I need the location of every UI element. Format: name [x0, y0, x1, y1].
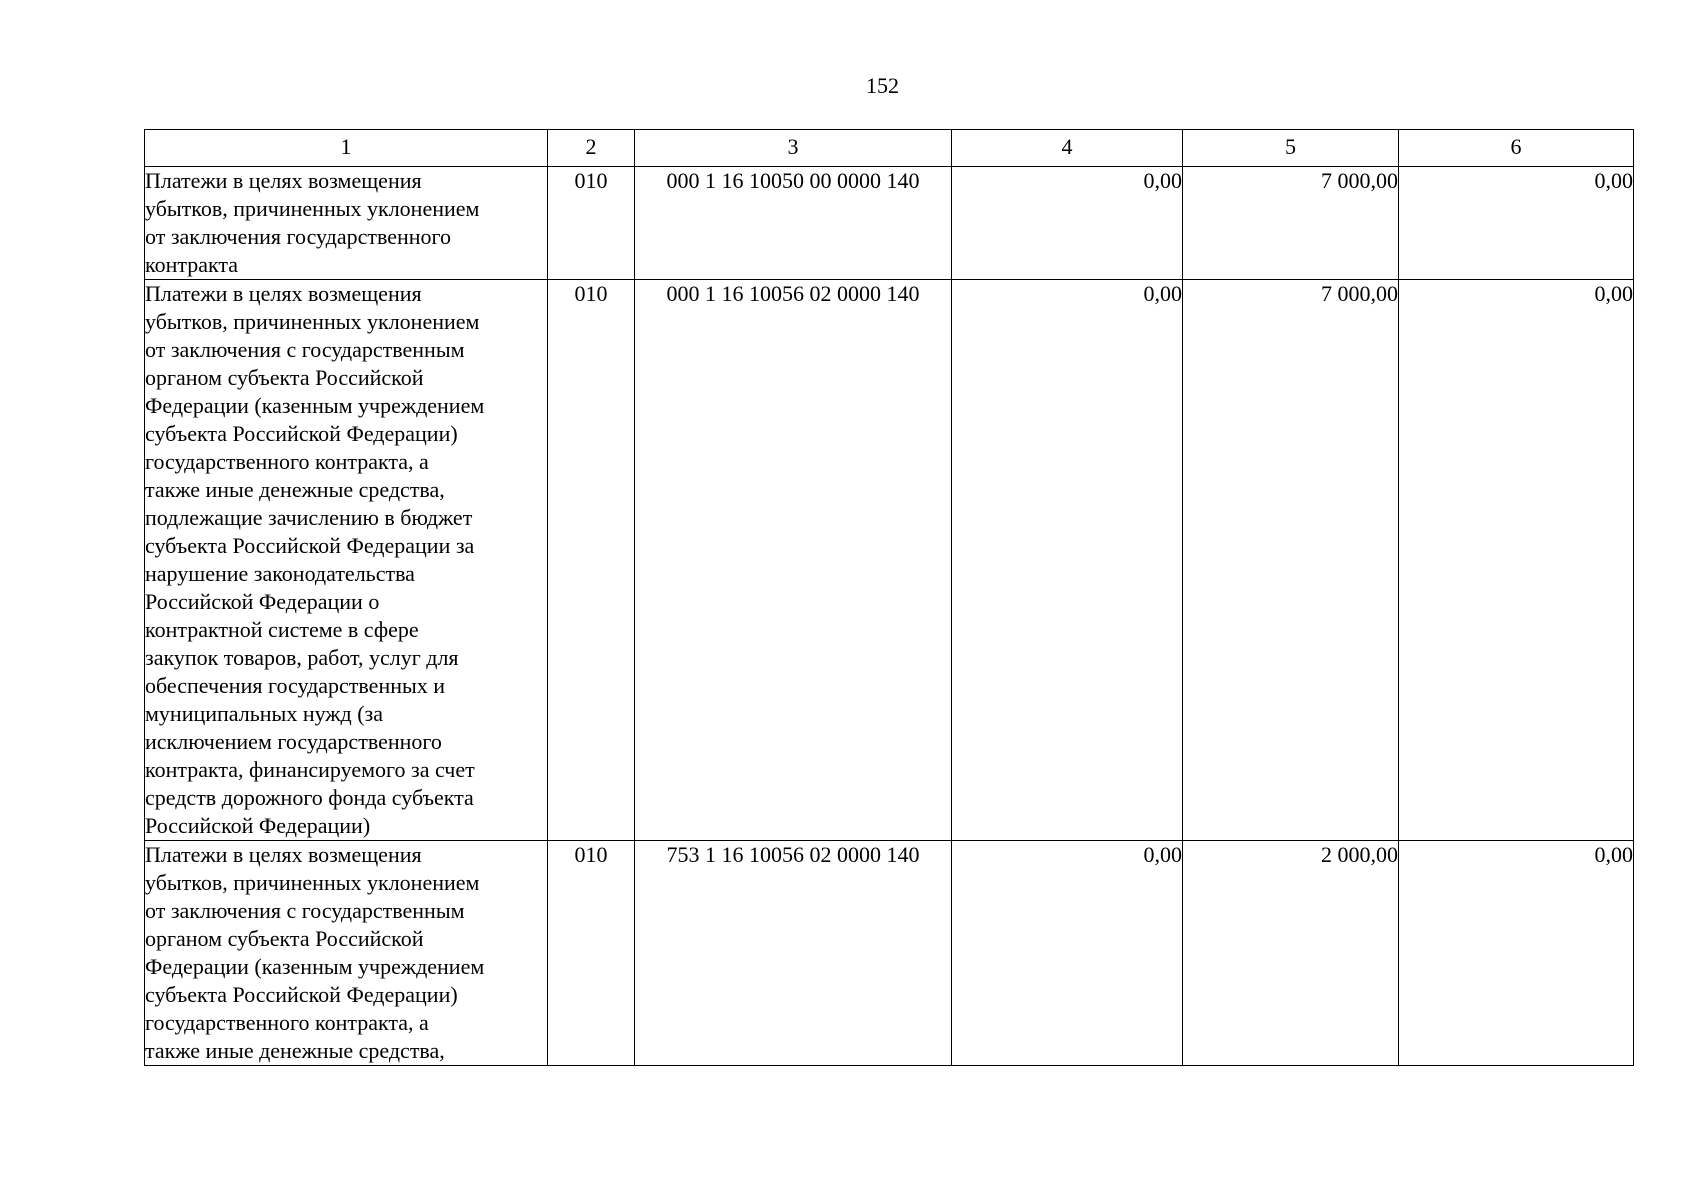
column-header-3: 3 — [635, 130, 952, 167]
row-name-cell — [145, 280, 548, 841]
name-line: обеспечения государственных и — [145, 673, 446, 698]
row-code-cell: 010 — [548, 280, 635, 841]
row-col6-cell: 0,00 — [1399, 841, 1634, 1066]
row-col4-cell: 0,00 — [952, 280, 1183, 841]
budget-revenue-table — [144, 129, 1634, 1066]
name-line: субъекта Российской Федерации) — [145, 421, 458, 446]
table-row — [145, 280, 1634, 841]
table-body — [145, 167, 1634, 1066]
name-line: нарушение законодательства — [145, 561, 415, 586]
name-line: Российской Федерации о — [145, 589, 380, 614]
row-col4-cell: 0,00 — [952, 841, 1183, 1066]
row-col4-cell: 0,00 — [952, 167, 1183, 280]
row-col5-cell: 7 000,00 — [1183, 167, 1399, 280]
name-line: средств дорожного фонда субъекта — [145, 785, 474, 810]
name-line: также иные денежные средства, — [145, 1038, 445, 1063]
row-col6-cell: 0,00 — [1399, 167, 1634, 280]
page-number: 152 — [866, 73, 899, 98]
column-header-6: 6 — [1399, 130, 1634, 167]
name-line: убытков, причиненных уклонением — [145, 309, 480, 334]
table-row — [145, 841, 1634, 1066]
name-line: контракта, финансируемого за счет — [145, 757, 475, 782]
name-line: субъекта Российской Федерации) — [145, 982, 458, 1007]
row-code-cell: 010 — [548, 841, 635, 1066]
row-kbk-cell: 753 1 16 10056 02 0000 140 — [635, 841, 952, 1066]
name-line: Федерации (казенным учреждением — [145, 954, 485, 979]
name-line: Российской Федерации) — [145, 813, 371, 838]
row-code-cell: 010 — [548, 167, 635, 280]
name-line: Федерации (казенным учреждением — [145, 393, 485, 418]
table-row — [145, 167, 1634, 280]
row-name-cell — [145, 841, 548, 1066]
name-line: Платежи в целях возмещения — [145, 281, 422, 306]
row-kbk-cell: 000 1 16 10050 00 0000 140 — [635, 167, 952, 280]
name-line: также иные денежные средства, — [145, 477, 445, 502]
name-line: субъекта Российской Федерации за — [145, 533, 475, 558]
name-line: убытков, причиненных уклонением — [145, 870, 480, 895]
row-col5-cell: 7 000,00 — [1183, 280, 1399, 841]
column-header-5: 5 — [1183, 130, 1399, 167]
row-name-cell — [145, 167, 548, 280]
name-line: контракта — [145, 252, 239, 277]
name-line: подлежащие зачислению в бюджет — [145, 505, 473, 530]
column-header-1: 1 — [145, 130, 548, 167]
name-line: органом субъекта Российской — [145, 365, 424, 390]
row-col5-cell: 2 000,00 — [1183, 841, 1399, 1066]
name-line: от заключения государственного — [145, 224, 452, 249]
table-header — [145, 130, 1634, 167]
header-row — [145, 130, 1634, 167]
name-line: муниципальных нужд (за — [145, 701, 383, 726]
name-line: от заключения с государственным — [145, 898, 465, 923]
column-header-4: 4 — [952, 130, 1183, 167]
row-col6-cell: 0,00 — [1399, 280, 1634, 841]
name-line: Платежи в целях возмещения — [145, 842, 422, 867]
name-line: государственного контракта, а — [145, 1010, 429, 1035]
name-line: контрактной системе в сфере — [145, 617, 419, 642]
name-line: Платежи в целях возмещения — [145, 168, 422, 193]
name-line: закупок товаров, работ, услуг для — [145, 645, 459, 670]
row-kbk-cell: 000 1 16 10056 02 0000 140 — [635, 280, 952, 841]
name-line: органом субъекта Российской — [145, 926, 424, 951]
name-line: от заключения с государственным — [145, 337, 465, 362]
name-line: государственного контракта, а — [145, 449, 429, 474]
name-line: убытков, причиненных уклонением — [145, 196, 480, 221]
name-line: исключением государственного — [145, 729, 442, 754]
column-header-2: 2 — [548, 130, 635, 167]
